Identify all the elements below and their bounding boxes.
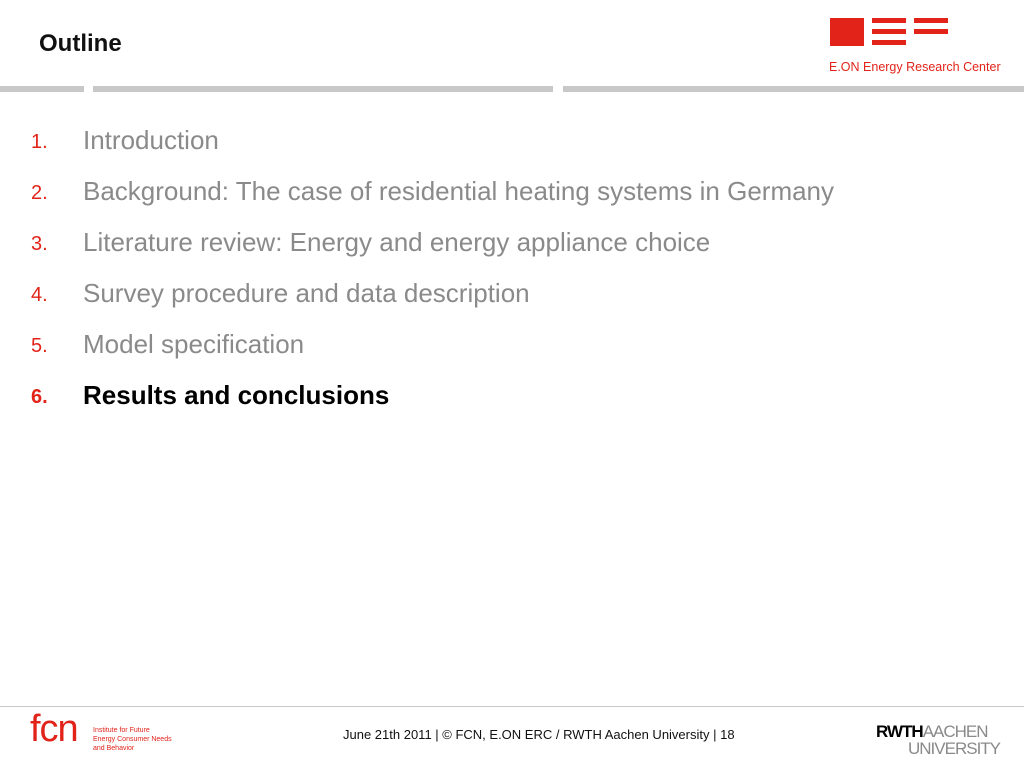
outline-item-number: 4. [31,284,48,306]
outline-item-label: Background: The case of residential heating systems in Germany [83,176,835,206]
fcn-subtitle-line: Institute for Future [93,727,150,734]
fcn-subtitle-line: Energy Consumer Needs [93,736,172,743]
outline-item-number: 2. [31,182,48,204]
outline-item-label: Results and conclusions [83,380,390,410]
outline-item [0,176,1000,212]
outline-item-label: Introduction [83,125,219,155]
footer-divider [0,706,1024,707]
header-band-segment [93,86,553,92]
outline-item-number: 6. [31,386,48,408]
rwth-logo-bold: RWTH [876,722,923,741]
outline-item [0,125,1000,161]
rwth-logo [876,722,1000,758]
outline-item [0,278,1000,314]
outline-item-number: 5. [31,335,48,357]
outline-item [0,227,1000,263]
footer-text: June 21th 2011 | © FCN, E.ON ERC / RWTH Aachen University | 18 [343,727,735,742]
outline-item-label: Literature review: Energy and energy appliance choice [83,227,711,257]
outline-item-number: 3. [31,233,48,255]
fcn-subtitle-line: and Behavior [93,745,135,752]
outline-item-label: Model specification [83,329,305,359]
rwth-logo-light: AACHEN [922,722,988,741]
outline-item-number: 1. [31,131,48,153]
outline-item-label: Survey procedure and data description [83,278,530,308]
eon-logo-text: E.ON Energy Research Center [829,60,1001,74]
outline-item-current [0,380,1000,416]
header-band-segment [563,86,1024,92]
fcn-logo [30,708,180,758]
fcn-logo-mark: fcn [30,708,78,750]
slide-title: Outline [39,30,122,57]
outline-item [0,329,1000,365]
rwth-logo-line2: UNIVERSITY [908,739,1001,758]
header-band-segment [0,86,84,92]
fcn-logo-subtitle [93,726,172,753]
